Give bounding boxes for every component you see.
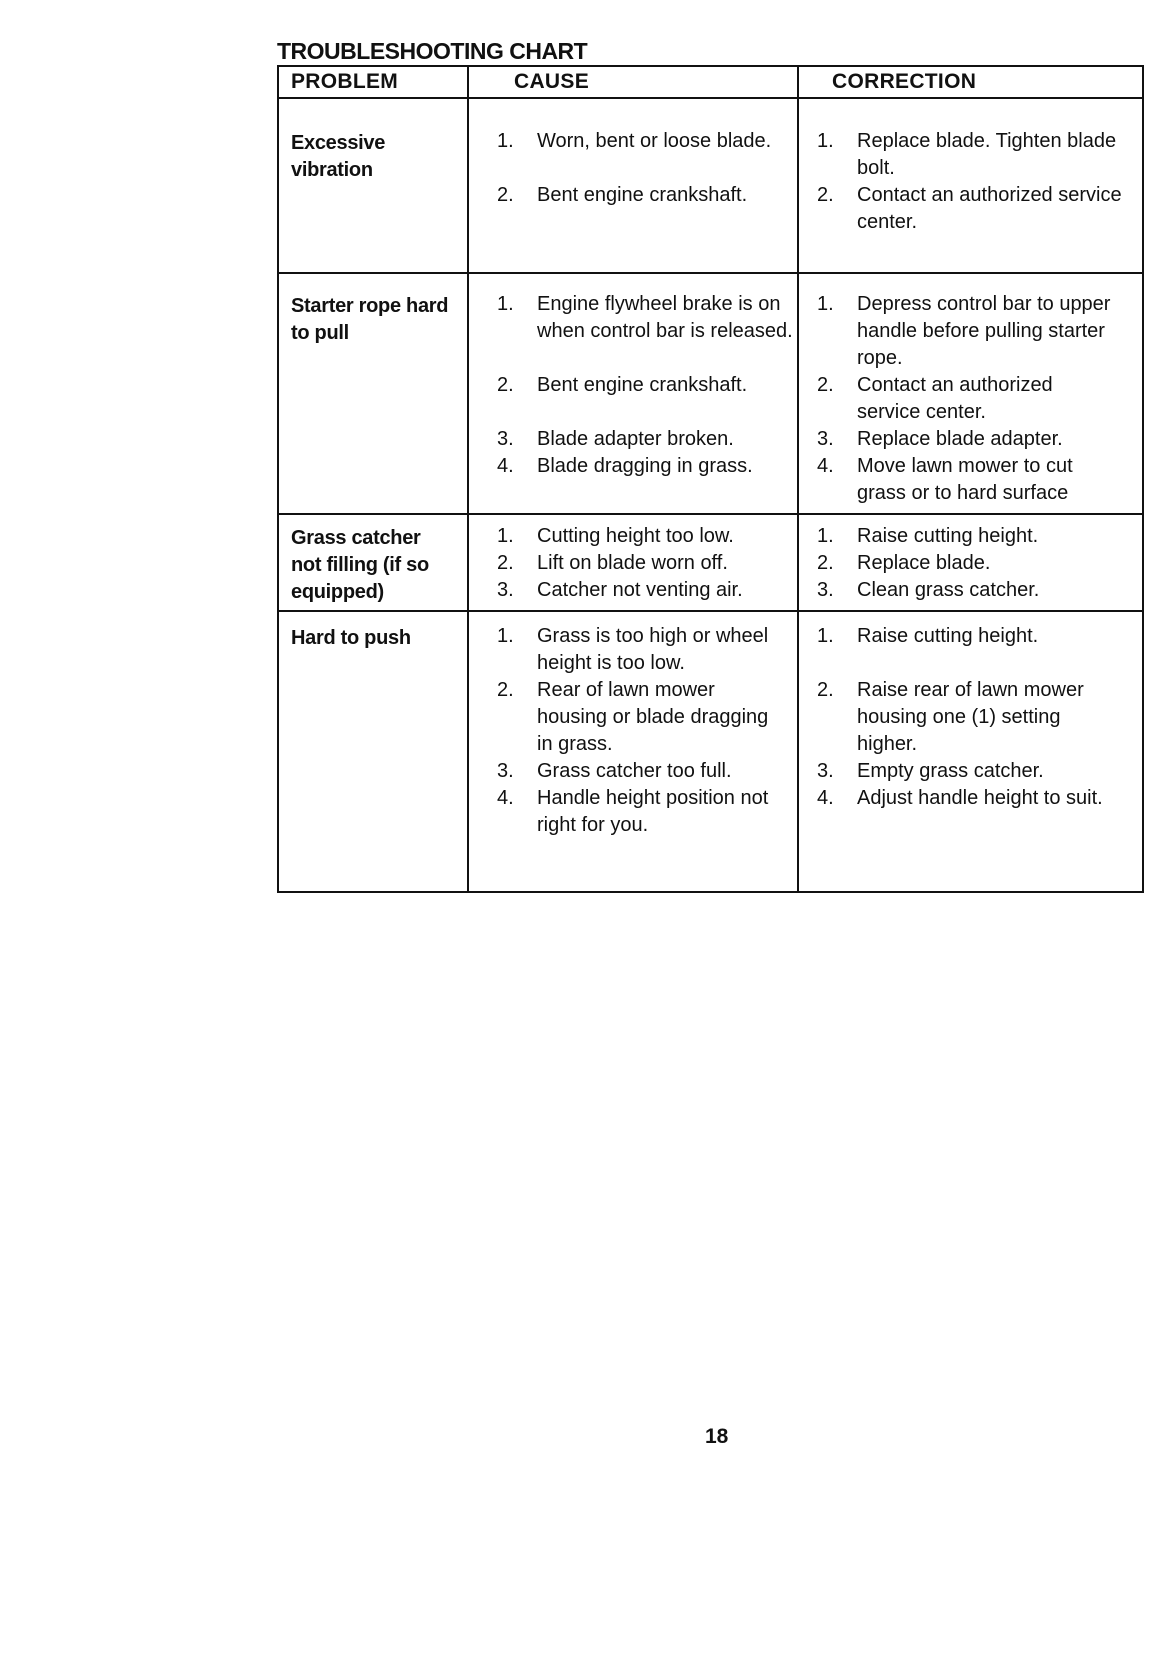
cause-cell xyxy=(497,128,792,209)
correction-item: 4. Move lawn mower to cut grass or to hard surface xyxy=(817,455,1073,504)
correction-item: 1. Raise cutting height. xyxy=(817,625,1039,647)
problem-cell: Grass catcher not filling (if so equipped) xyxy=(291,527,429,603)
correction-item: 2. Replace blade. xyxy=(817,552,991,574)
problem-cell: Starter rope hard to pull xyxy=(291,295,449,344)
correction-item: 2. Contact an authorized service center. xyxy=(817,374,1053,423)
cause-item: 2. Bent engine crankshaft. xyxy=(497,374,748,396)
cause-item: 1. Engine flywheel brake is on when control bar is released. xyxy=(497,293,793,342)
header-cause: CAUSE xyxy=(514,70,590,93)
correction-item: 2. Raise rear of lawn mower housing one (1) setting higher. xyxy=(817,679,1084,755)
problem-cell: Hard to push xyxy=(291,627,411,649)
correction-item: 3. Empty grass catcher. xyxy=(817,760,1044,782)
correction-cell xyxy=(817,291,1117,507)
cause-cell xyxy=(497,523,792,604)
table-border-top xyxy=(277,65,1144,67)
correction-cell xyxy=(817,523,1117,604)
correction-item: 2. Contact an authorized service center. xyxy=(817,184,1122,233)
correction-item: 1. Raise cutting height. xyxy=(817,525,1039,547)
correction-item: 4. Adjust handle height to suit. xyxy=(817,787,1103,809)
row-divider xyxy=(277,272,1144,274)
correction-cell xyxy=(817,623,1107,812)
cause-item: 4. Blade dragging in grass. xyxy=(497,455,753,477)
cause-cell xyxy=(497,623,787,839)
troubleshooting-table xyxy=(277,65,1144,893)
cause-item: 2. Lift on blade worn off. xyxy=(497,552,728,574)
header-correction: CORRECTION xyxy=(832,70,977,93)
cause-item: 1. Worn, bent or loose blade. xyxy=(497,130,772,152)
cause-item: 2. Bent engine crankshaft. xyxy=(497,184,748,206)
column-divider xyxy=(467,65,469,893)
cause-item: 1. Cutting height too low. xyxy=(497,525,734,547)
correction-cell xyxy=(817,128,1132,236)
cause-item: 3. Catcher not venting air. xyxy=(497,579,743,601)
cause-cell xyxy=(497,291,802,480)
cause-item: 1. Grass is too high or wheel height is too low. xyxy=(497,625,769,674)
table-border-left xyxy=(277,65,279,893)
cause-item: 3. Grass catcher too full. xyxy=(497,760,732,782)
page-number: 18 xyxy=(705,1425,729,1448)
row-divider xyxy=(277,513,1144,515)
table-border-right xyxy=(1142,65,1144,893)
correction-item: 1. Depress control bar to upper handle before pulling starter rope. xyxy=(817,293,1111,369)
page-title: TROUBLESHOOTING CHART xyxy=(277,38,588,64)
header-problem: PROBLEM xyxy=(291,70,399,93)
problem-cell: Excessive vibration xyxy=(291,132,386,181)
cause-item: 2. Rear of lawn mower housing or blade dragging in grass. xyxy=(497,679,769,755)
table-border-bottom xyxy=(277,891,1144,893)
header-divider xyxy=(277,97,1144,99)
correction-item: 3. Clean grass catcher. xyxy=(817,579,1040,601)
cause-item: 4. Handle height position not right for you. xyxy=(497,787,769,836)
row-divider xyxy=(277,610,1144,612)
correction-item: 3. Replace blade adapter. xyxy=(817,428,1063,450)
cause-item: 3. Blade adapter broken. xyxy=(497,428,734,450)
correction-item: 1. Replace blade. Tighten blade bolt. xyxy=(817,130,1117,179)
